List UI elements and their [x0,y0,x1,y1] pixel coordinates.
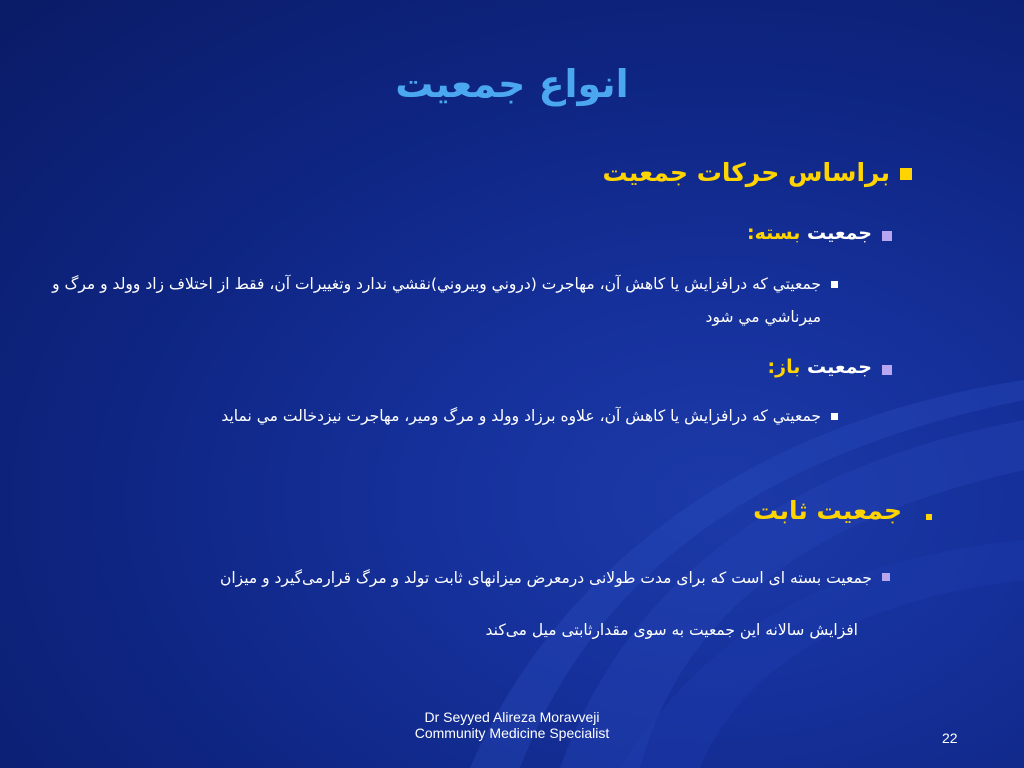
stable-population-line1: جمعیت بسته ای است که برای مدت طولانی درمعرض میزانهای ثابت تولد و مرگ قرارمی‌گیرد و میزان [219,569,872,587]
square-bullet-icon [882,365,892,375]
section1-heading-row [602,158,912,187]
closed-population-label [747,222,872,244]
footer-role: Community Medicine Specialist [414,725,610,741]
square-bullet-icon [831,413,838,420]
open-population-description: جمعيتي كه درافزايش يا كاهش آن، علاوه برزاد وولد و مرگ ومير، مهاجرت نيزدخالت مي نمايد [221,407,821,425]
closed-population-highlight: بسته: [746,222,801,244]
square-bullet-icon [900,168,912,180]
footer-author: Dr Seyyed Alireza Moravveji [424,709,600,725]
open-population-word: جمعيت [806,356,872,378]
open-population-description-row [48,400,838,433]
section1-heading: براساس حركات جمعيت [602,158,890,187]
section2-heading: جمعیت ثابت [753,496,902,525]
open-population-label [768,356,872,378]
stable-population-row-2 [486,618,858,642]
stable-population-line2: افزایش سالانه این جمعیت به سوی مقدارثابتی میل می‌کند [485,621,858,639]
square-bullet-icon [831,281,838,288]
slide-title: انواع جمعيت [395,62,629,106]
section2-heading-row [753,496,932,525]
stable-population-row-1 [220,566,890,590]
square-bullet-icon [882,231,892,241]
closed-population-description-row [48,268,838,334]
square-bullet-icon [882,573,890,581]
open-population-highlight: باز: [767,356,801,378]
page-number: 22 [942,730,958,746]
closed-population-word: جمعيت [806,222,872,244]
closed-population-description: جمعيتي كه درافزايش يا كاهش آن، مهاجرت (دروني وبيروني)نقشي ندارد وتغييرات آن، فقط از اختلاف زاد وولد و مرگ و ميرناشي مي شود [52,275,821,326]
closed-population-row [747,222,892,244]
square-bullet-icon [926,514,932,520]
open-population-row [768,356,892,378]
footer-author-block [392,709,632,741]
